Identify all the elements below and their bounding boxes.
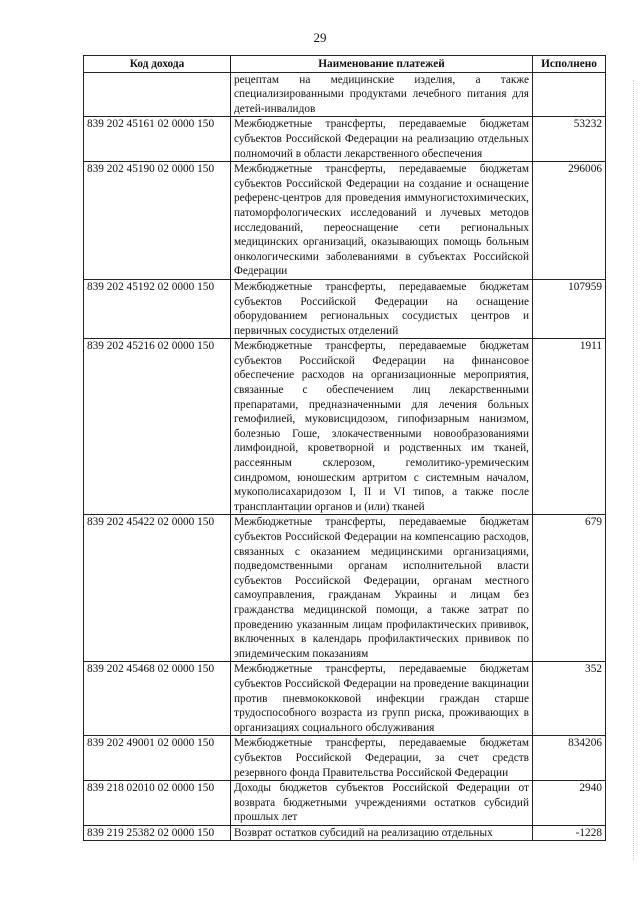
row-amount: 679 — [533, 515, 606, 662]
table-row — [84, 781, 606, 826]
row-amount: 1911 — [533, 339, 606, 515]
row-amount: 834206 — [533, 736, 606, 781]
table-header-row — [84, 56, 606, 73]
row-amount — [533, 72, 606, 117]
row-amount: -1228 — [533, 825, 606, 841]
row-name: Межбюджетные трансферты, передаваемые бюджетам субъектов Российской Федерации на создание и оснащение референс-центров для проведения иммуногистохимических, патоморфологических исследований и лучевых методов исследований, переоснащение сети региональных медицинских организаций, оказывающих помощь больным онкологическими заболеваниями в субъектах Российской Федерации — [231, 162, 533, 280]
table-row — [84, 662, 606, 736]
row-code: 839 218 02010 02 0000 150 — [84, 781, 231, 826]
row-name: Межбюджетные трансферты, передаваемые бюджетам субъектов Российской Федерации на оснащение оборудованием региональных сосудистых центров и первичных сосудистых отделений — [231, 279, 533, 338]
row-amount: 53232 — [533, 117, 606, 162]
row-code: 839 202 45422 02 0000 150 — [84, 515, 231, 662]
row-name: Межбюджетные трансферты, передаваемые бюджетам субъектов Российской Федерации, за счет средств резервного фонда Правительства Российской Федерации — [231, 736, 533, 781]
row-name: Межбюджетные трансферты, передаваемые бюджетам субъектов Российской Федерации на реализацию отдельных полномочий в области лекарственного обеспечения — [231, 117, 533, 162]
row-amount: 352 — [533, 662, 606, 736]
header-name: Наименование платежей — [231, 56, 533, 73]
scan-edge-marks — [631, 80, 634, 860]
row-name: рецептам на медицинские изделия, а также специализированными продуктами лечебного питания для детей-инвалидов — [231, 72, 533, 117]
row-code: 839 219 25382 02 0000 150 — [84, 825, 231, 841]
table-row — [84, 736, 606, 781]
row-name: Доходы бюджетов субъектов Российской Федерации от возврата бюджетными учреждениями остатков субсидий прошлых лет — [231, 781, 533, 826]
revenue-table — [83, 55, 606, 841]
table-row — [84, 162, 606, 280]
page-number: 29 — [313, 30, 327, 45]
header-amount: Исполнено — [533, 56, 606, 73]
row-name: Межбюджетные трансферты, передаваемые бюджетам субъектов Российской Федерации на финансовое обеспечение расходов на организационные мероприятия, связанные с обеспечением лиц лекарственными препаратами, предназначенными для лечения больных гемофилией, муковисцидозом, гипофизарным нанизмом, болезнью Гоше, злокачественными новообразованиями лимфоидной, кроветворной и родственных им тканей, рассеянным склерозом, гемолитико-уремическим синдромом, юношеским артритом с системным началом, мукополисахаридозом I, II и VI типов, а также после трансплантации органов и (или) тканей — [231, 339, 533, 515]
row-amount: 296006 — [533, 162, 606, 280]
row-name: Возврат остатков субсидий на реализацию отдельных — [231, 825, 533, 841]
row-code: 839 202 49001 02 0000 150 — [84, 736, 231, 781]
row-code: 839 202 45468 02 0000 150 — [84, 662, 231, 736]
table-row — [84, 117, 606, 162]
row-name: Межбюджетные трансферты, передаваемые бюджетам субъектов Российской Федерации на компенсацию расходов, связанных с оказанием медицинскими организациями, подведомственными органам исполнительной власти субъектов Российской Федерации, органам местного самоуправления, гражданам Украины и лицам без гражданства медицинской помощи, а также затрат по проведению указанным лицам профилактических прививок, включенных в календарь профилактических прививок по эпидемическим показаниям — [231, 515, 533, 662]
table-row — [84, 72, 606, 117]
row-code: 839 202 45216 02 0000 150 — [84, 339, 231, 515]
table-row — [84, 279, 606, 338]
row-code — [84, 72, 231, 117]
row-code: 839 202 45190 02 0000 150 — [84, 162, 231, 280]
table-row — [84, 825, 606, 841]
table-row — [84, 515, 606, 662]
row-amount: 107959 — [533, 279, 606, 338]
row-amount: 2940 — [533, 781, 606, 826]
row-code: 839 202 45192 02 0000 150 — [84, 279, 231, 338]
header-code: Код дохода — [84, 56, 231, 73]
table-row — [84, 339, 606, 515]
row-name: Межбюджетные трансферты, передаваемые бюджетам субъектов Российской Федерации на проведение вакцинации против пневмококковой инфекции граждан старше трудоспособного возраста из групп риска, проживающих в организациях социального обслуживания — [231, 662, 533, 736]
row-code: 839 202 45161 02 0000 150 — [84, 117, 231, 162]
